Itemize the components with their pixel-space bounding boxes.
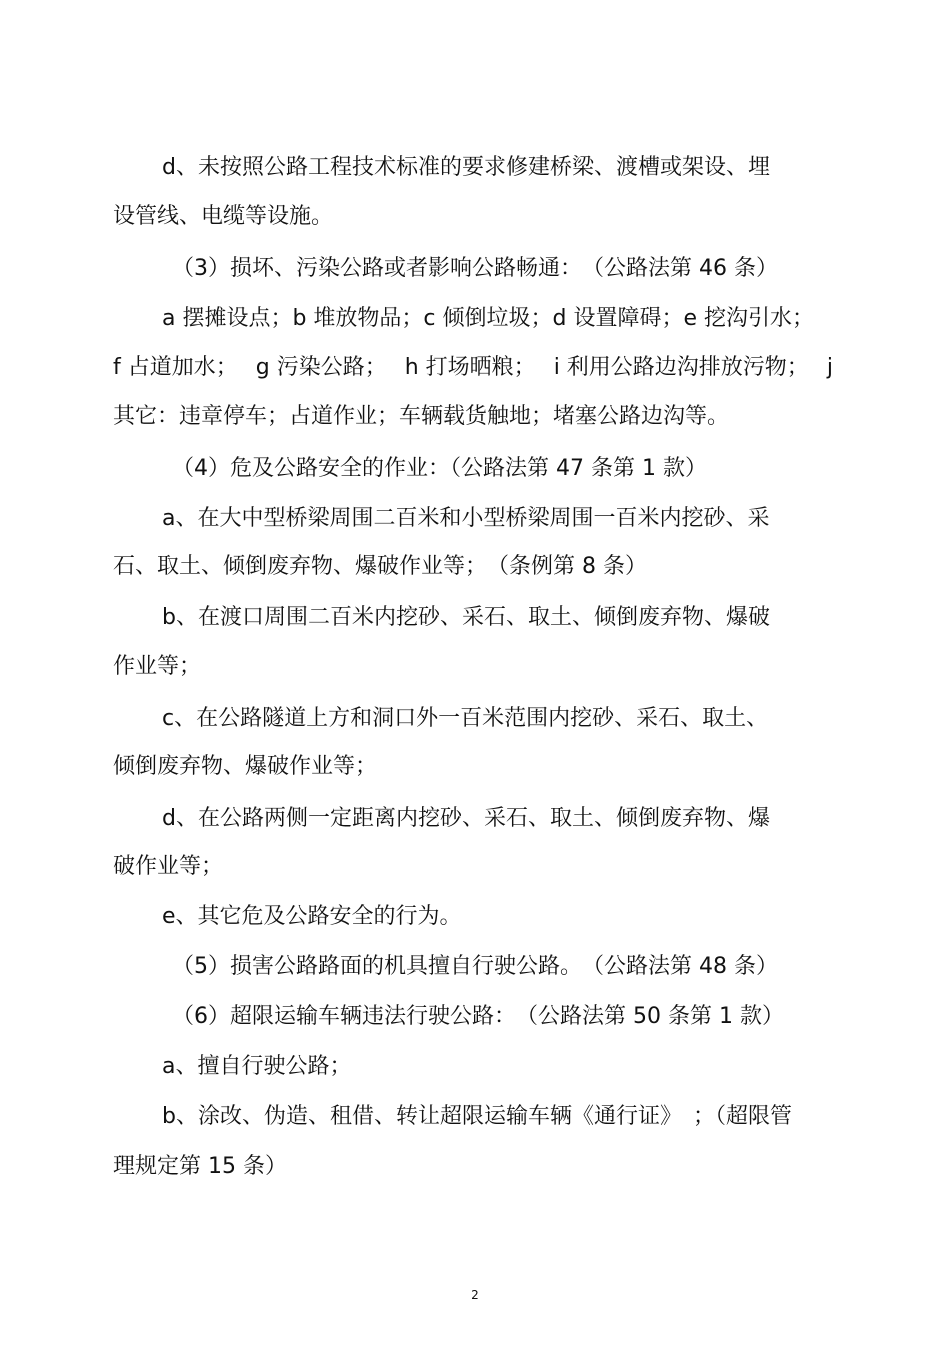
paragraph-line: 作业等；: [113, 654, 202, 679]
paragraph-line: 理规定第 15 条）: [113, 1154, 287, 1179]
paragraph-line: 倾倒废弃物、爆破作业等；: [113, 754, 378, 779]
paragraph-line: 其它：违章停车；占道作业；车辆载货触地；堵塞公路边沟等。: [113, 404, 730, 429]
paragraph-line: e、其它危及公路安全的行为。: [162, 904, 462, 929]
list-item: h 打场晒粮；: [404, 355, 536, 380]
paragraph-line: a 摆摊设点；b 堆放物品；c 倾倒垃圾；d 设置障碍；e 挖沟引水；: [162, 306, 815, 331]
paragraph-line: d、未按照公路工程技术标准的要求修建桥梁、渡槽或架设、埋: [162, 155, 770, 180]
paragraph-line: a、擅自行驶公路；: [162, 1054, 352, 1079]
section-heading: （4）危及公路安全的作业：（公路法第 47 条第 1 款）: [172, 456, 707, 481]
paragraph-line: [113, 354, 833, 382]
paragraph-line: c、在公路隧道上方和洞口外一百米范围内挖砂、采石、取土、: [162, 706, 769, 731]
section-heading: （3）损坏、污染公路或者影响公路畅通： （公路法第 46 条）: [172, 256, 778, 281]
section-heading: （6）超限运输车辆违法行驶公路： （公路法第 50 条第 1 款）: [172, 1004, 784, 1029]
paragraph-line: 设管线、电缆等设施。: [113, 204, 334, 229]
section-heading: （5）损害公路路面的机具擅自行驶公路。 （公路法第 48 条）: [172, 954, 778, 979]
paragraph-line: b、涂改、伪造、租借、转让超限运输车辆《通行证》 ；（超限管: [162, 1104, 792, 1129]
list-item: j: [826, 355, 833, 380]
paragraph-line: 石、取土、倾倒废弃物、爆破作业等； （条例第 8 条）: [113, 554, 647, 579]
paragraph-line: b、在渡口周围二百米内挖砂、采石、取土、倾倒废弃物、爆破: [162, 605, 770, 630]
page-number: 2: [471, 1288, 479, 1302]
list-item: f 占道加水；: [113, 355, 238, 380]
list-item: g 污染公路；: [255, 355, 387, 380]
list-item: i 利用公路边沟排放污物；: [553, 355, 809, 380]
paragraph-line: d、在公路两侧一定距离内挖砂、采石、取土、倾倒废弃物、爆: [162, 806, 770, 831]
paragraph-line: a、在大中型桥梁周围二百米和小型桥梁周围一百米内挖砂、采: [162, 506, 770, 531]
paragraph-line: 破作业等；: [113, 854, 224, 879]
